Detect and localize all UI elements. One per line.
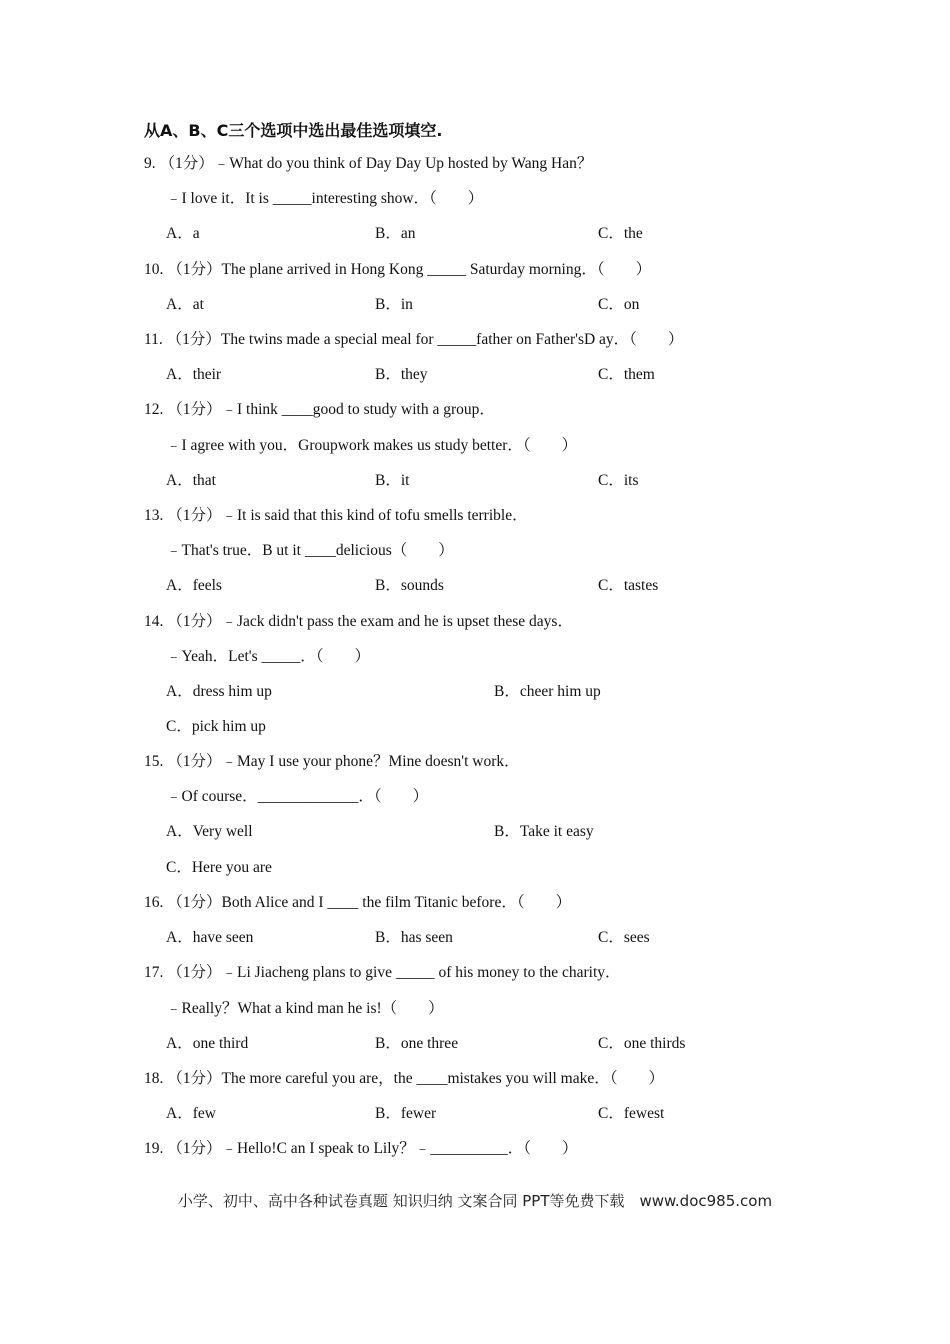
question-17-option-c[interactable]: C．one thirds — [598, 1035, 686, 1052]
question-12-option-a[interactable]: A．that — [166, 472, 216, 489]
question-12-option-b[interactable]: B．it — [375, 472, 410, 489]
question-9-stem: 9. （1分）﹣What do you think of Day Day Up hosted by Wang Han？ — [144, 155, 593, 172]
question-14-option-c[interactable]: C．pick him up — [166, 718, 266, 735]
question-12-stem: 12. （1分）﹣I think ____good to study with a group． — [144, 401, 495, 418]
question-10-option-b[interactable]: B．in — [375, 296, 413, 313]
question-13-option-b[interactable]: B．sounds — [375, 577, 444, 594]
question-11-stem: 11. （1分）The twins made a special meal for _____father on Father'sD ay．（ ） — [144, 331, 684, 348]
question-17-stem-reply: ﹣Really？What a kind man he is!（ ） — [166, 1000, 444, 1017]
question-15-option-c[interactable]: C．Here you are — [166, 859, 272, 876]
question-19-stem: 19. （1分）﹣Hello!C an I speak to Lily？﹣__________．（ ） — [144, 1140, 578, 1157]
question-9-option-a[interactable]: A．a — [166, 225, 200, 242]
question-15-stem-reply: ﹣Of course．_____________．（ ） — [166, 788, 429, 805]
question-13-stem: 13. （1分）﹣It is said that this kind of tofu smells terrible． — [144, 507, 528, 524]
question-10-stem: 10. （1分）The plane arrived in Hong Kong _____ Saturday morning．（ ） — [144, 261, 652, 278]
question-12-stem-reply: ﹣I agree with you．Groupwork makes us study better．（ ） — [166, 437, 578, 454]
question-9-option-b[interactable]: B．an — [375, 225, 416, 242]
question-15-option-b[interactable]: B．Take it easy — [494, 823, 594, 840]
question-15-stem: 15. （1分）﹣May I use your phone？Mine doesn't work． — [144, 753, 520, 770]
question-14-option-a[interactable]: A．dress him up — [166, 683, 272, 700]
footer-text: 小学、初中、高中各种试卷真题 知识归纳 文案合同 PPT等免费下载 www.doc985.com — [177, 1192, 773, 1210]
question-16-option-a[interactable]: A．have seen — [166, 929, 254, 946]
question-18-option-b[interactable]: B．fewer — [375, 1105, 437, 1122]
question-11-option-a[interactable]: A．their — [166, 366, 222, 383]
question-11-option-c[interactable]: C．them — [598, 366, 655, 383]
question-11-option-b[interactable]: B．they — [375, 366, 428, 383]
question-18-stem: 18. （1分）The more careful you are，the ____mistakes you will make．（ ） — [144, 1070, 664, 1087]
question-12-option-c[interactable]: C．its — [598, 472, 639, 489]
question-15-option-a[interactable]: A．Very well — [166, 823, 253, 840]
question-16-option-c[interactable]: C．sees — [598, 929, 650, 946]
question-13-option-c[interactable]: C．tastes — [598, 577, 659, 594]
question-18-option-c[interactable]: C．fewest — [598, 1105, 665, 1122]
question-17-option-a[interactable]: A．one third — [166, 1035, 249, 1052]
question-10-option-c[interactable]: C．on — [598, 296, 640, 313]
question-14-stem: 14. （1分）﹣Jack didn't pass the exam and he is upset these days． — [144, 613, 573, 630]
question-16-option-b[interactable]: B．has seen — [375, 929, 453, 946]
question-14-stem-reply: ﹣Yeah．Let's _____．（ ） — [166, 648, 371, 665]
question-16-stem: 16. （1分）Both Alice and I ____ the film Titanic before．（ ） — [144, 894, 572, 911]
question-14-option-b[interactable]: B．cheer him up — [494, 683, 601, 700]
question-9-stem-reply: ﹣I love it．It is _____interesting show．（ ） — [166, 190, 484, 207]
question-17-stem: 17. （1分）﹣Li Jiacheng plans to give _____ of his money to the charity． — [144, 964, 621, 981]
question-18-option-a[interactable]: A．few — [166, 1105, 216, 1122]
section-title: 从A、B、C三个选项中选出最佳选项填空. — [144, 121, 443, 140]
question-13-option-a[interactable]: A．feels — [166, 577, 222, 594]
question-17-option-b[interactable]: B．one three — [375, 1035, 459, 1052]
question-10-option-a[interactable]: A．at — [166, 296, 204, 313]
question-13-stem-reply: ﹣That's true．B ut it ____delicious（ ） — [166, 542, 454, 559]
question-9-option-c[interactable]: C．the — [598, 225, 643, 242]
